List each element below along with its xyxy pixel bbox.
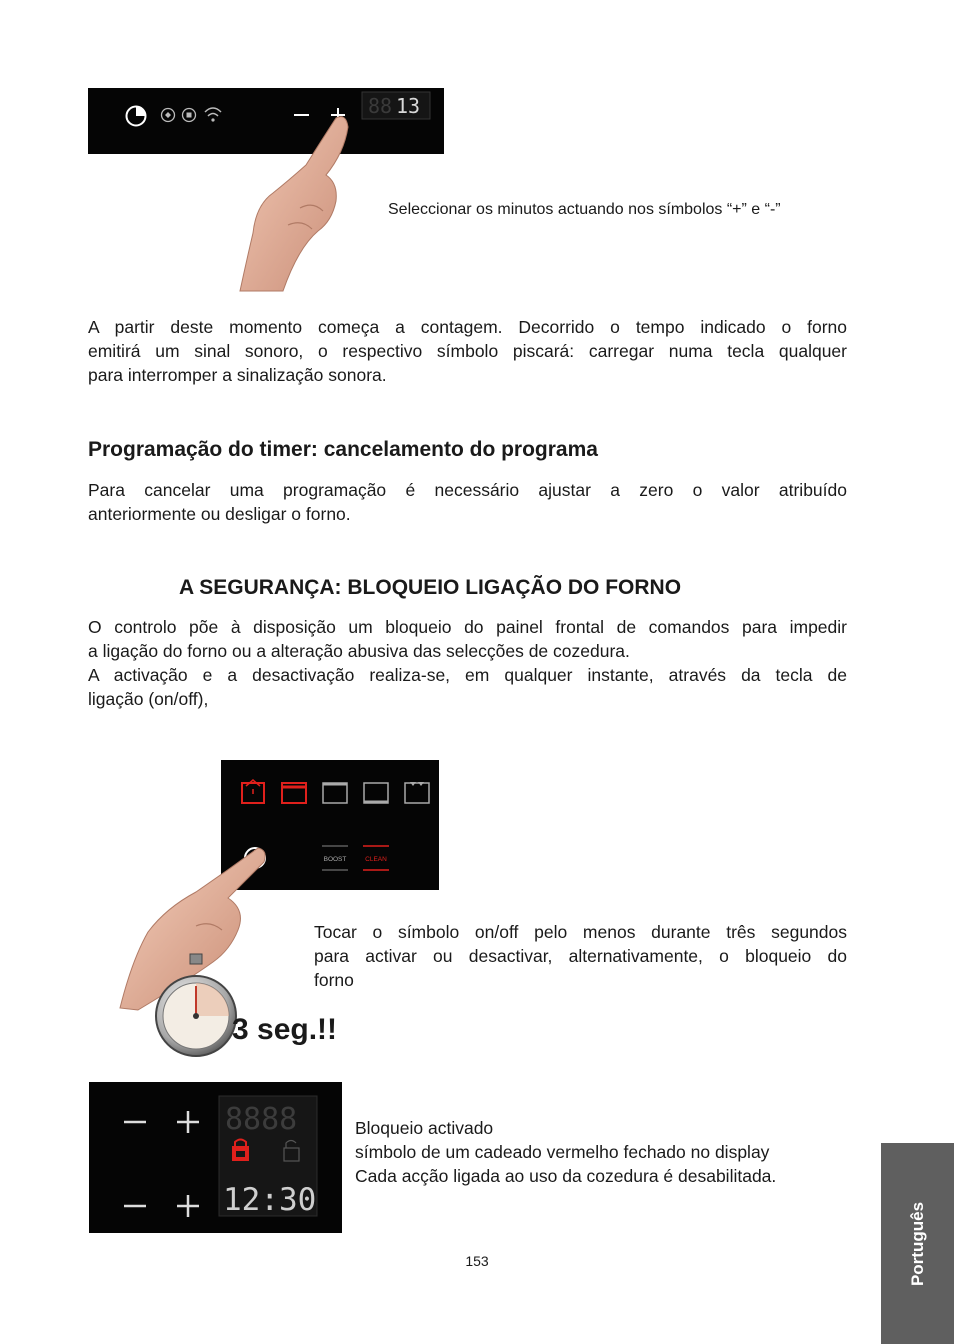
clock-icon: [127, 107, 146, 126]
oven-mode-icon: [405, 782, 429, 803]
wifi-icon: [205, 108, 221, 122]
svg-text:88: 88: [368, 94, 393, 118]
text-line: A activação e a desactivação realiza-se, em qualquer instante, através da tecla de: [88, 665, 847, 685]
text-line: emitirá um sinal sonoro, o respectivo símbolo piscará: carregar numa tecla qualquer: [88, 341, 847, 361]
text-line: anteriormente ou desligar o forno.: [88, 504, 351, 524]
section-heading-safety: A SEGURANÇA: BLOQUEIO LIGAÇÃO DO FORNO: [179, 576, 682, 599]
text-line: A partir deste momento começa a contagem. Decorrido o tempo indicado o forno: [88, 317, 847, 337]
plus-icon[interactable]: [177, 1111, 199, 1133]
bottom-segment-display: 12:30: [223, 1182, 317, 1218]
text-line: ligação (on/off),: [88, 689, 209, 709]
oven-mode-icon: [364, 783, 388, 803]
figure2-caption: [314, 920, 847, 992]
text-line: O controlo põe à disposição um bloqueio do painel frontal de comandos para impedir: [88, 617, 847, 637]
text-line: para activar ou desactivar, alternativamente, o bloqueio do: [314, 946, 847, 966]
section-heading-timer-cancel: Programação do timer: cancelamento do programa: [88, 438, 598, 461]
clean-button[interactable]: CLEAN: [365, 856, 387, 863]
text-line: a ligação do forno ou a alteração abusiva das selecções de cozedura.: [88, 641, 630, 661]
duration-label: 3 seg.!!: [232, 1013, 338, 1046]
timer-digits: 13: [396, 94, 421, 118]
text-line: para interromper a sinalização sonora.: [88, 365, 387, 385]
text-line: Cada acção ligada ao uso da cozedura é desabilitada.: [355, 1166, 777, 1186]
page-number: 153: [465, 1253, 489, 1269]
language-tab: [881, 1143, 954, 1344]
figure1-caption: Seleccionar os minutos actuando nos símbolos “+” e “-”: [388, 201, 781, 218]
language-tab-label: Português: [907, 1201, 927, 1286]
play-icon: [162, 109, 175, 122]
locked-display-panel: [89, 1082, 342, 1233]
text-line: forno: [314, 970, 354, 990]
boost-button[interactable]: BOOST: [323, 856, 347, 863]
figure-timer-panel: [88, 88, 444, 293]
top-segment-display: 8888: [225, 1102, 298, 1137]
stop-icon: [183, 109, 196, 122]
paragraph-countdown: [88, 315, 847, 387]
figure3-caption: [355, 1116, 776, 1188]
text-line: Para cancelar uma programação é necessário ajustar a zero o valor atribuído: [88, 480, 847, 500]
oven-mode-icon: [282, 783, 306, 803]
oven-mode-icon: [242, 780, 264, 803]
hand-illustration: [228, 113, 368, 293]
text-line: Tocar o símbolo on/off pelo menos durante três segundos: [314, 922, 847, 942]
text-line: símbolo de um cadeado vermelho fechado no display: [355, 1142, 770, 1162]
paragraph-safety: [88, 615, 847, 711]
locked-panel-icons: [89, 1082, 342, 1233]
plus-icon[interactable]: [177, 1195, 199, 1217]
paragraph-timer-cancel: [88, 478, 847, 526]
oven-mode-icon: [323, 783, 347, 803]
text-line: Bloqueio activado: [355, 1118, 494, 1138]
